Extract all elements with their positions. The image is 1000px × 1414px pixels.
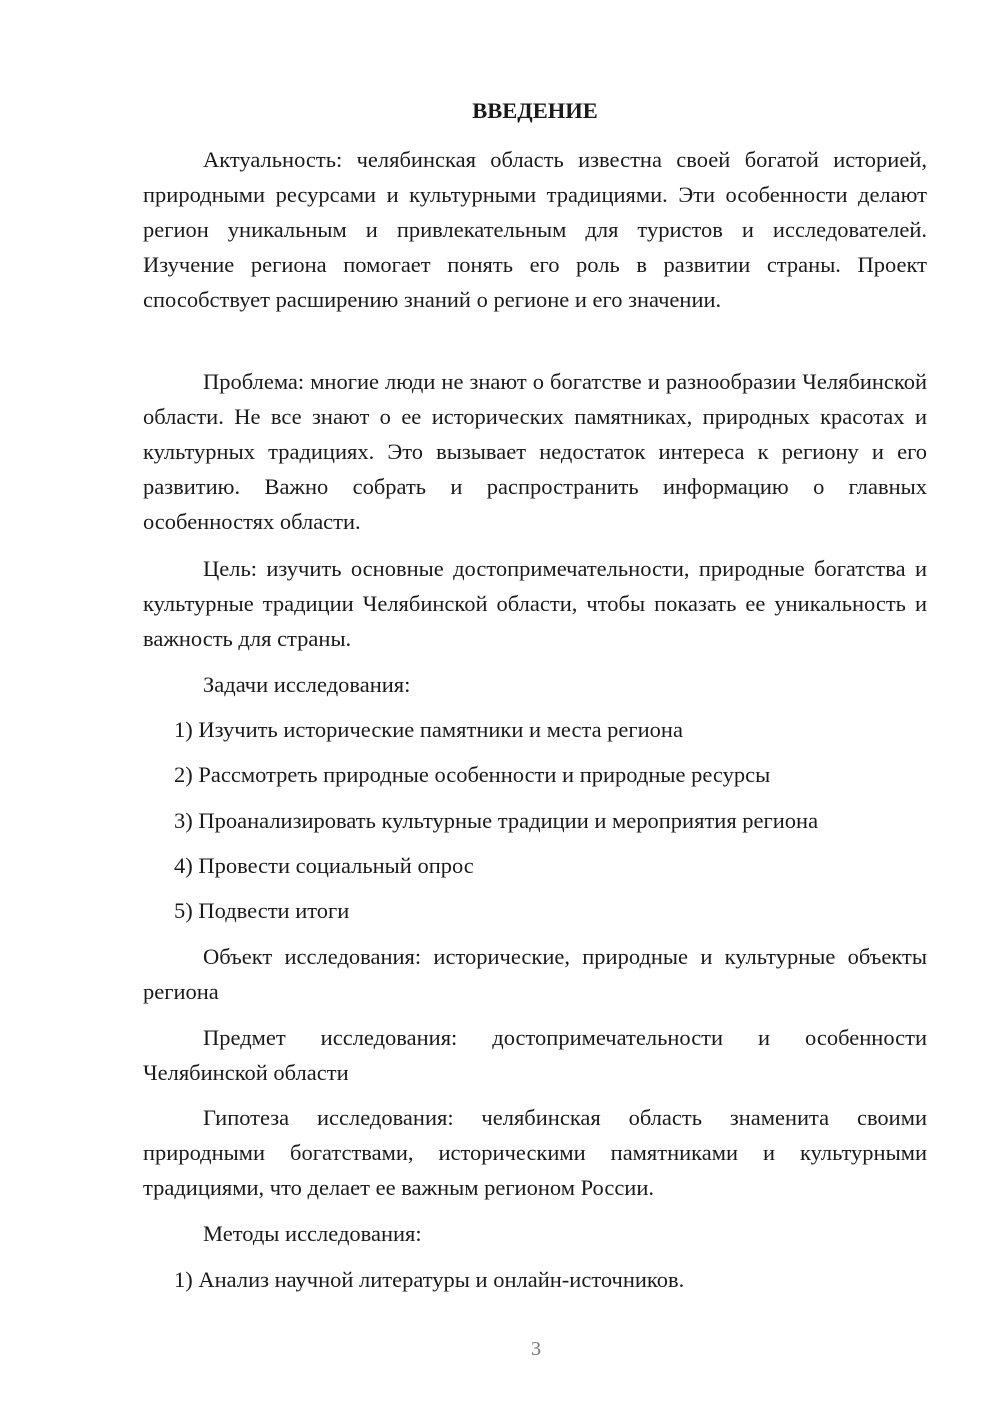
paragraph-subject: Предмет исследования: достопримечательности и особенности Челябинской области bbox=[143, 1025, 927, 1085]
tasks-heading: Задачи исследования: bbox=[203, 672, 411, 697]
task-item-2: 2) Рассмотреть природные особенности и природные ресурсы bbox=[174, 762, 771, 787]
method-item-1: 1) Анализ научной литературы и онлайн-источников. bbox=[174, 1267, 685, 1292]
paragraph-object: Объект исследования: исторические, природные и культурные объекты региона bbox=[143, 944, 927, 1004]
task-item-5: 5) Подвести итоги bbox=[174, 898, 350, 923]
task-item-1: 1) Изучить исторические памятники и места региона bbox=[174, 717, 683, 742]
paragraph-relevance: Актуальность: челябинская область известна своей богатой историей, природными ресурсами и культурными традициями. Эти особенности делают регион уникальным и привлекательным для туристов и исследователей. Изучение региона помогает понять его роль в развитии страны. Проект способствует расширению знаний о регионе и его значении. bbox=[143, 147, 927, 312]
page-title: ВВЕДЕНИЕ bbox=[472, 98, 598, 123]
paragraph-hypothesis: Гипотеза исследования: челябинская область знаменита своими природными богатствами, историческими памятниками и культурными традициями, что делает ее важным регионом России. bbox=[143, 1105, 927, 1200]
page-number: 3 bbox=[531, 1338, 541, 1360]
paragraph-problem: Проблема: многие люди не знают о богатстве и разнообразии Челябинской области. Не все знают о ее исторических памятниках, природных красотах и культурных традициях. Это вызывает недостаток интереса к региону и его развитию. Важно собрать и распространить информацию о главных особенностях области. bbox=[143, 369, 927, 534]
task-item-4: 4) Провести социальный опрос bbox=[174, 853, 474, 878]
paragraph-goal: Цель: изучить основные достопримечательности, природные богатства и культурные традиции Челябинской области, чтобы показать ее уникальность и важность для страны. bbox=[143, 556, 927, 651]
task-item-3: 3) Проанализировать культурные традиции и мероприятия региона bbox=[174, 808, 819, 833]
methods-heading: Методы исследования: bbox=[203, 1221, 422, 1246]
